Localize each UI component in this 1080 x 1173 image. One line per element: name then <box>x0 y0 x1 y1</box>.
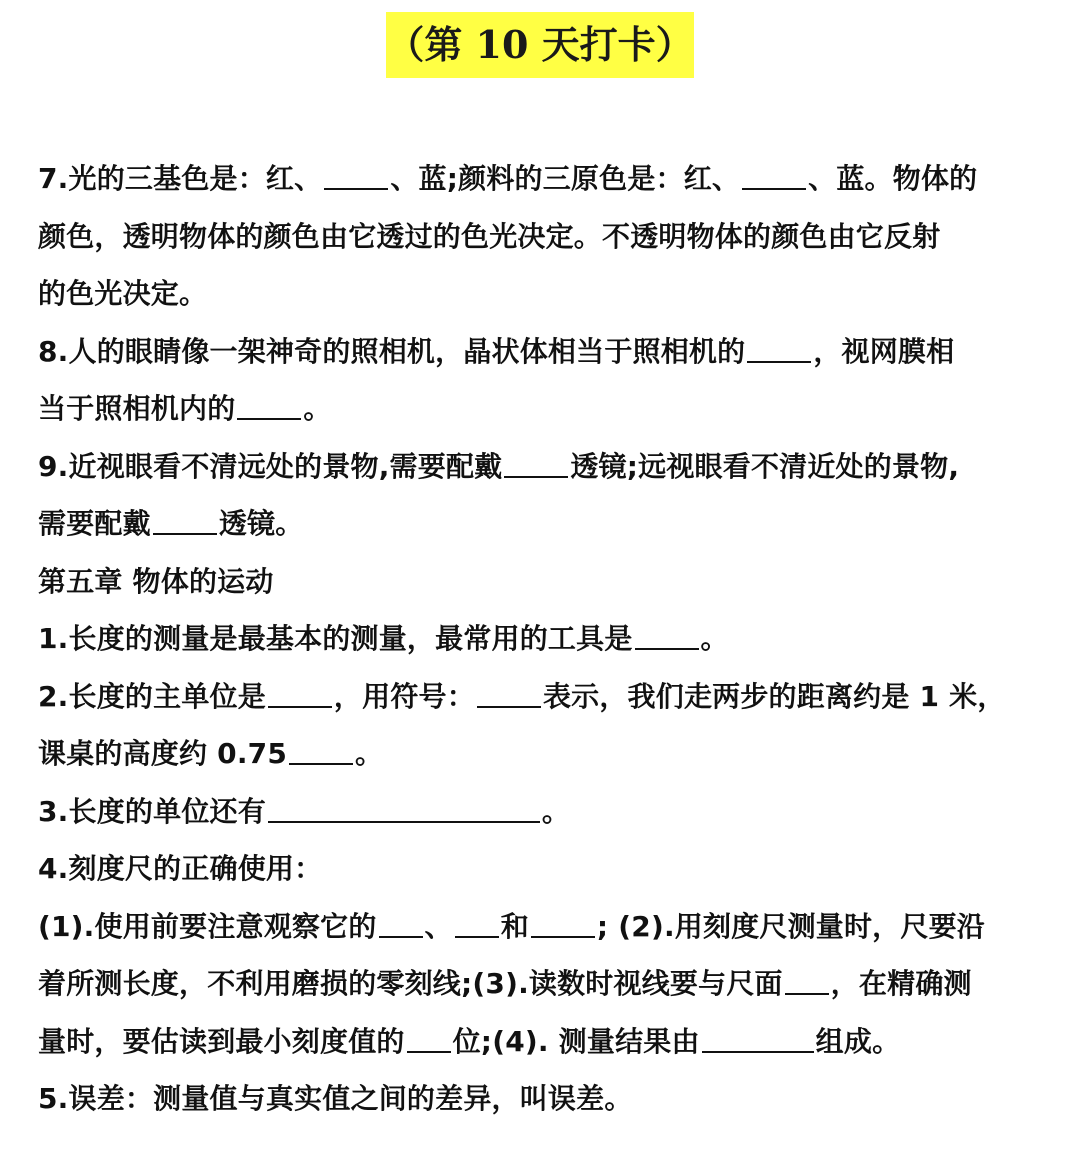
text-segment: 。 <box>303 392 332 425</box>
text-segment: 7.光的三基色是：红、 <box>38 162 323 195</box>
text-segment: 着所测长度，不利用磨损的零刻线;(3).读数时视线要与尺面 <box>38 967 783 1000</box>
answer-blank[interactable] <box>747 337 811 363</box>
answer-blank[interactable] <box>237 394 301 420</box>
text-segment: 位;(4). 测量结果由 <box>452 1024 700 1058</box>
text-segment: ; (2).用刻度尺测量时，尺要沿 <box>596 909 985 943</box>
question-7-line-3 <box>38 265 1048 323</box>
text-segment: 1.长度的测量是最基本的测量，最常用的工具是 <box>38 622 633 655</box>
text-segment: 。 <box>355 737 384 770</box>
answer-blank[interactable] <box>477 682 541 708</box>
text-segment: 课桌的高度约 0.75 <box>38 737 288 770</box>
worksheet-body <box>38 150 1048 1128</box>
question-9-line-1 <box>38 438 1048 496</box>
text-segment: 5.误差：测量值与真实值之间的差异，叫误差。 <box>38 1082 633 1115</box>
text-segment: 8.人的眼睛像一架神奇的照相机，晶状体相当于照相机的 <box>38 334 746 368</box>
text-segment: 第五章 物体的运动 <box>38 564 274 598</box>
question-1-line-1 <box>38 610 1048 668</box>
text-segment: 的色光决定。 <box>38 277 208 310</box>
text-segment: 当于照相机内的 <box>38 392 236 425</box>
text-segment: 量时，要估读到最小刻度值的 <box>38 1024 405 1058</box>
answer-blank[interactable] <box>268 682 332 708</box>
text-segment: 透镜。 <box>218 507 304 540</box>
text-segment: 组成。 <box>815 1024 901 1058</box>
question-3-line-1 <box>38 783 1048 841</box>
text-segment: 4.刻度尺的正确使用： <box>38 852 323 885</box>
question-2-line-2 <box>38 725 1048 783</box>
text-segment: 、蓝。物体的 <box>808 162 978 195</box>
answer-blank[interactable] <box>379 912 423 938</box>
text-segment: 、 <box>424 909 453 943</box>
question-4-line-4 <box>38 1013 1048 1071</box>
answer-blank[interactable] <box>455 912 499 938</box>
text-segment: 透镜;远视眼看不清近处的景物, <box>570 449 960 483</box>
question-4-line-1 <box>38 840 1048 898</box>
answer-blank[interactable] <box>153 509 217 535</box>
text-segment: 。 <box>700 622 729 655</box>
question-8-line-2 <box>38 380 1048 438</box>
title-banner <box>0 12 1080 78</box>
answer-blank[interactable] <box>635 624 699 650</box>
question-7-line-1 <box>38 150 1048 208</box>
text-segment: ，视网膜相 <box>813 334 955 368</box>
question-5-line-1 <box>38 1070 1048 1128</box>
text-segment: 和 <box>500 909 529 943</box>
answer-blank[interactable] <box>289 739 353 765</box>
question-4-line-2 <box>38 898 1048 956</box>
text-segment: ，用符号： <box>333 679 475 713</box>
answer-blank[interactable] <box>407 1027 451 1053</box>
chapter-heading <box>38 553 1048 611</box>
question-4-line-3 <box>38 955 1048 1013</box>
text-segment: 表示，我们走两步的距离约是 1 米， <box>542 679 1006 713</box>
answer-blank[interactable] <box>702 1027 814 1053</box>
page-title: （第 10 天打卡） <box>386 12 694 78</box>
text-segment: 3.长度的单位还有 <box>38 794 266 828</box>
question-8-line-1 <box>38 323 1048 381</box>
text-segment: ，在精确测 <box>830 967 972 1000</box>
answer-blank[interactable] <box>531 912 595 938</box>
text-segment: 2.长度的主单位是 <box>38 679 266 713</box>
text-segment: 9.近视眼看不清远处的景物,需要配戴 <box>38 449 503 483</box>
text-segment: 需要配戴 <box>38 507 151 540</box>
text-segment: 。 <box>541 794 571 828</box>
question-7-line-2 <box>38 208 1048 266</box>
text-segment: 颜色，透明物体的颜色由它透过的色光决定。不透明物体的颜色由它反射 <box>38 219 941 253</box>
answer-blank[interactable] <box>268 797 540 823</box>
answer-blank[interactable] <box>742 164 806 190</box>
answer-blank[interactable] <box>504 452 568 478</box>
answer-blank[interactable] <box>785 969 829 995</box>
text-segment: 、蓝;颜料的三原色是：红、 <box>390 162 741 195</box>
answer-blank[interactable] <box>324 164 388 190</box>
question-9-line-2 <box>38 495 1048 553</box>
text-segment: (1).使用前要注意观察它的 <box>38 909 377 943</box>
question-2-line-1 <box>38 668 1048 726</box>
